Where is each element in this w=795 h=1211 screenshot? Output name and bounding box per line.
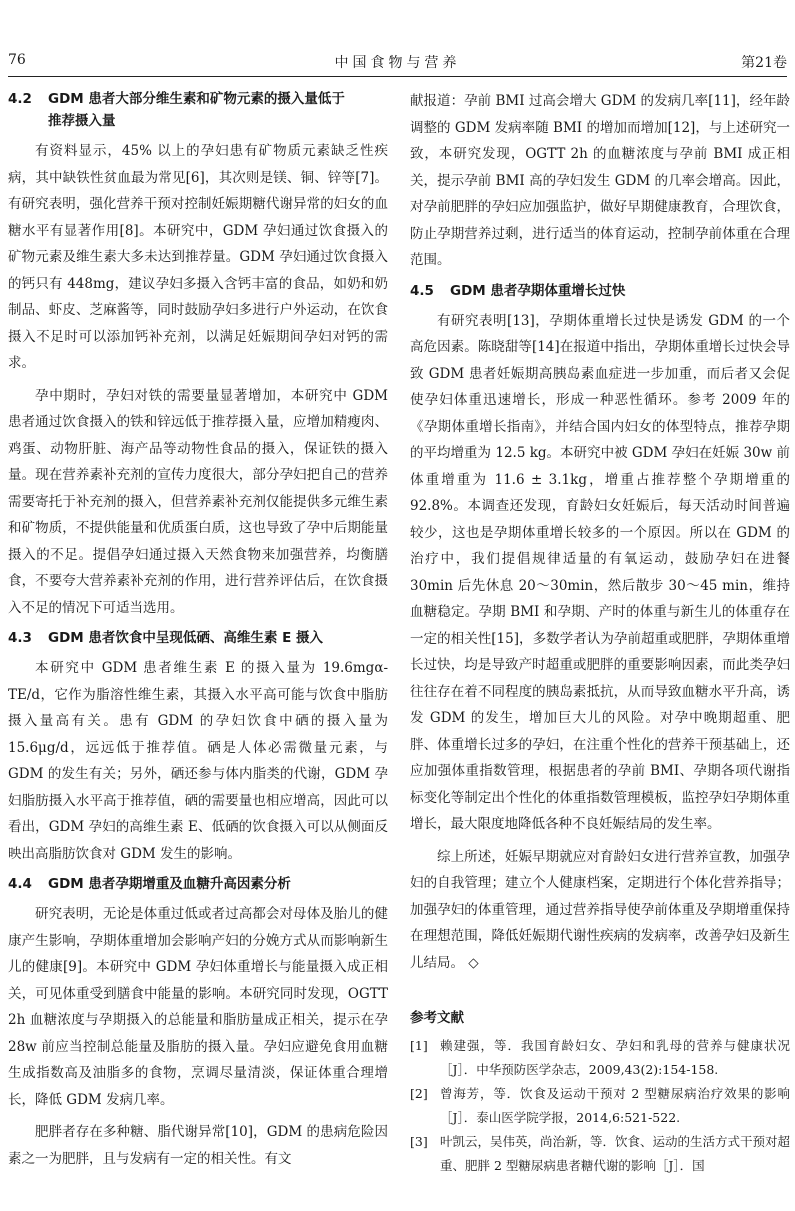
reference-list — [410, 1034, 790, 1178]
paragraph-continuation: 献报道：孕前 BMI 过高会增大 GDM 的发病几率[11]，经年龄调整的 GDM 发病率随 BMI 的增加而增加[12]，与上述研究一致，本研究发现，OGTT 2h 的血糖浓度与孕前 BMI 成正相关，提示孕前 BMI 高的孕妇发生 GDM 的几率会增高。因此，对孕前肥胖的孕妇应加强监护，做好早期健康教育，合理饮食，防止孕期营养过剩，进行适当的体育运动，控制孕前体重在合理范围。 — [410, 93, 790, 268]
section-title: GDM 患者饮食中呈现低硒、高维生素 E 摄入 — [48, 630, 324, 646]
conclusion-paragraph — [410, 844, 790, 977]
reference-number: [3] — [410, 1134, 428, 1149]
section-number: 4.2 — [8, 91, 32, 107]
section-title: GDM 患者孕期体重增长过快 — [450, 282, 626, 299]
paragraph: 孕中期时，孕妇对铁的需要量显著增加，本研究中 GDM 患者通过饮食摄入的铁和锌远低于推荐摄入量，应增加精瘦肉、鸡蛋、动物肝脏、海产品等动物性食品的摄入，保证铁的摄入量。现在营养素补充剂的宣传力度很大，部分孕妇把自己的营养需要寄托于补充剂的摄入，但营养素补充剂仅能提供多元维生素和矿物质，不提供能量和优质蛋白质，这也导致了孕中后期能量摄入的不足。提倡孕妇通过摄入天然食物来加强营养，均衡膳食，不要夸大营养素补充剂的作用，进行营养评估后，在饮食摄入不足的情况下可适当选用。 — [8, 387, 388, 616]
paragraph: 有资料显示，45% 以上的孕妇患有矿物质元素缺乏性疾病，其中缺铁性贫血最为常见[6]，其次则是镁、铜、锌等[7]。有研究表明，强化营养干预对控制妊娠期糖代谢异常的妇女的血糖水平有显著作用[8]。本研究中，GDM 孕妇通过饮食摄入的矿物元素及维生素大多未达到推荐量。GDM 孕妇通过饮食摄入的钙只有 448mg，建议孕妇多摄入含钙丰富的食品，如奶和奶制品、虾皮、芝麻酱等，同时鼓励孕妇多进行户外运动，在饮食摄入不足时可以添加钙补充剂，以满足妊娠期间孕妇对钙的需求。 — [8, 143, 388, 371]
reference-text: 赖建强，等．我国育龄妇女、孕妇和乳母的营养与健康状况［J］．中华预防医学杂志，2009,43(2):154-158. — [440, 1038, 790, 1077]
section-number: 4.3 — [8, 630, 32, 646]
section-4-3-heading — [8, 627, 388, 649]
section-4-2-heading — [8, 88, 388, 132]
paragraph: 有研究表明[13]，孕期体重增长过快是诱发 GDM 的一个高危因素。陈晓甜等[14]在报道中指出，孕期体重增长过快会导致 GDM 患者妊娠期高胰岛素血症进一步加重，而后者又会促使孕妇体重迅速增长，形成一种恶性循环。参考 2009 年的《孕期体重增长指南》，并结合国内妇女的体型特点，推荐孕期的平均增重为 12.5 kg。本研究中被 GDM 孕妇在妊娠 30w 前体重增重为 11.6 ± 3.1kg，增重占推荐整个孕期增重的 92.8%。本调查还发现，育龄妇女妊娠后，每天活动时间普遍较少，这也是孕期体重增长较多的一个原因。所以在 GDM 的治疗中，我们提倡规律适量的有氧运动，鼓励孕妇在进餐 30min 后先休息 20～30min，然后散步 30～45 min，维持血糖稳定。孕期 BMI 和孕期、产时的体重与新生儿的体重存在一定的相关性[15]，多数学者认为孕前超重或肥胖，孕期体重增长过快，均是导致产时超重或肥胖的重要影响因素，而此类孕妇往往存在着不同程度的胰岛素抵抗，从而导致血糖水平升高，诱发 GDM 的发生，增加巨大儿的风险。对孕中晚期超重、肥胖、体重增长过多的孕妇，在注重个性化的营养干预基础上，还应加强体重指数管理，根据患者的孕前 BMI、孕期各项代谢指标变化等制定出个性化的体重指数管理模板，监控孕妇孕期体重增长，最大限度地降低各种不良妊娠结局的发生率。 — [410, 312, 790, 832]
reference-text: 叶凯云，吴伟英，尚治新，等．饮食、运动的生活方式干预对超重、肥胖 2 型糖尿病患者糖代谢的影响［J］．国 — [440, 1134, 791, 1173]
left-column — [8, 88, 388, 1178]
volume-label: 第21卷 — [741, 55, 787, 71]
section-title: GDM 患者大部分维生素和矿物元素的摄入量低于 — [48, 91, 345, 107]
section-4-5-heading — [410, 280, 790, 302]
section-4-4-heading — [8, 873, 388, 895]
page-number: 76 — [8, 52, 26, 68]
section-title-continuation: 推荐摄入量 — [48, 113, 116, 129]
references-heading: 参考文献 — [410, 1010, 464, 1026]
reference-number: [2] — [410, 1086, 428, 1101]
reference-item — [410, 1034, 790, 1082]
paragraph: 肥胖者存在多种糖、脂代谢异常[10]，GDM 的患病危险因素之一为肥胖，且与发病有一定的相关性。有文 — [8, 1124, 388, 1167]
end-mark-icon: ◇ — [468, 954, 479, 971]
reference-item — [410, 1082, 790, 1130]
right-column — [410, 88, 790, 1178]
journal-title: 中国食物与营养 — [334, 55, 461, 71]
page-header — [8, 52, 787, 77]
section-number: 4.5 — [410, 282, 434, 299]
section-title: GDM 患者孕期增重及血糖升高因素分析 — [48, 876, 291, 892]
section-number: 4.4 — [8, 876, 32, 892]
reference-item — [410, 1130, 790, 1178]
paragraph: 研究表明，无论是体重过低或者过高都会对母体及胎儿的健康产生影响，孕期体重增加会影响产妇的分娩方式从而影响新生儿的健康[9]。本研究中 GDM 孕妇体重增长与能量摄入成正相关，可见体重受到膳食中能量的影响。本研究同时发现，OGTT 2h 血糖浓度与孕期摄入的总能量和脂肪量成正相关，提示在孕 28w 前应当控制总能量及脂肪的摄入量。孕妇应避免食用血糖生成指数高及油脂多的食物，烹调尽量清淡，保证体重合理增长，降低 GDM 发病几率。 — [8, 906, 388, 1108]
reference-number: [1] — [410, 1038, 428, 1053]
paragraph: 本研究中 GDM 患者维生素 E 的摄入量为 19.6mgα-TE/d，它作为脂溶性维生素，其摄入水平高可能与饮食中脂肪摄入量高有关。患有 GDM 的孕妇饮食中硒的摄入量为 15.6μg/d，远远低于推荐值。硒是人体必需微量元素，与 GDM 的发生有关；另外，硒还参与体内脂类的代谢，GDM 孕妇脂肪摄入水平高于推荐值，硒的需要量也相应增高，因此可以看出，GDM 孕妇的高维生素 E、低硒的饮食摄入可以从侧面反映出高脂肪饮食对 GDM 发生的影响。 — [8, 660, 388, 862]
reference-text: 曾海芳，等．饮食及运动干预对 2 型糖尿病治疗效果的影响［J］．泰山医学院学报，2014,6:521-522. — [440, 1086, 790, 1125]
conclusion-text: 综上所述，妊娠早期就应对育龄妇女进行营养宣教，加强孕妇的自我管理；建立个人健康档案，定期进行个体化营养指导；加强孕妇的体重管理，通过营养指导使孕前体重及孕期增重保持在理想范围，降低妊娠期代谢性疾病的发病率，改善孕妇及新生儿结局。 — [410, 848, 790, 971]
